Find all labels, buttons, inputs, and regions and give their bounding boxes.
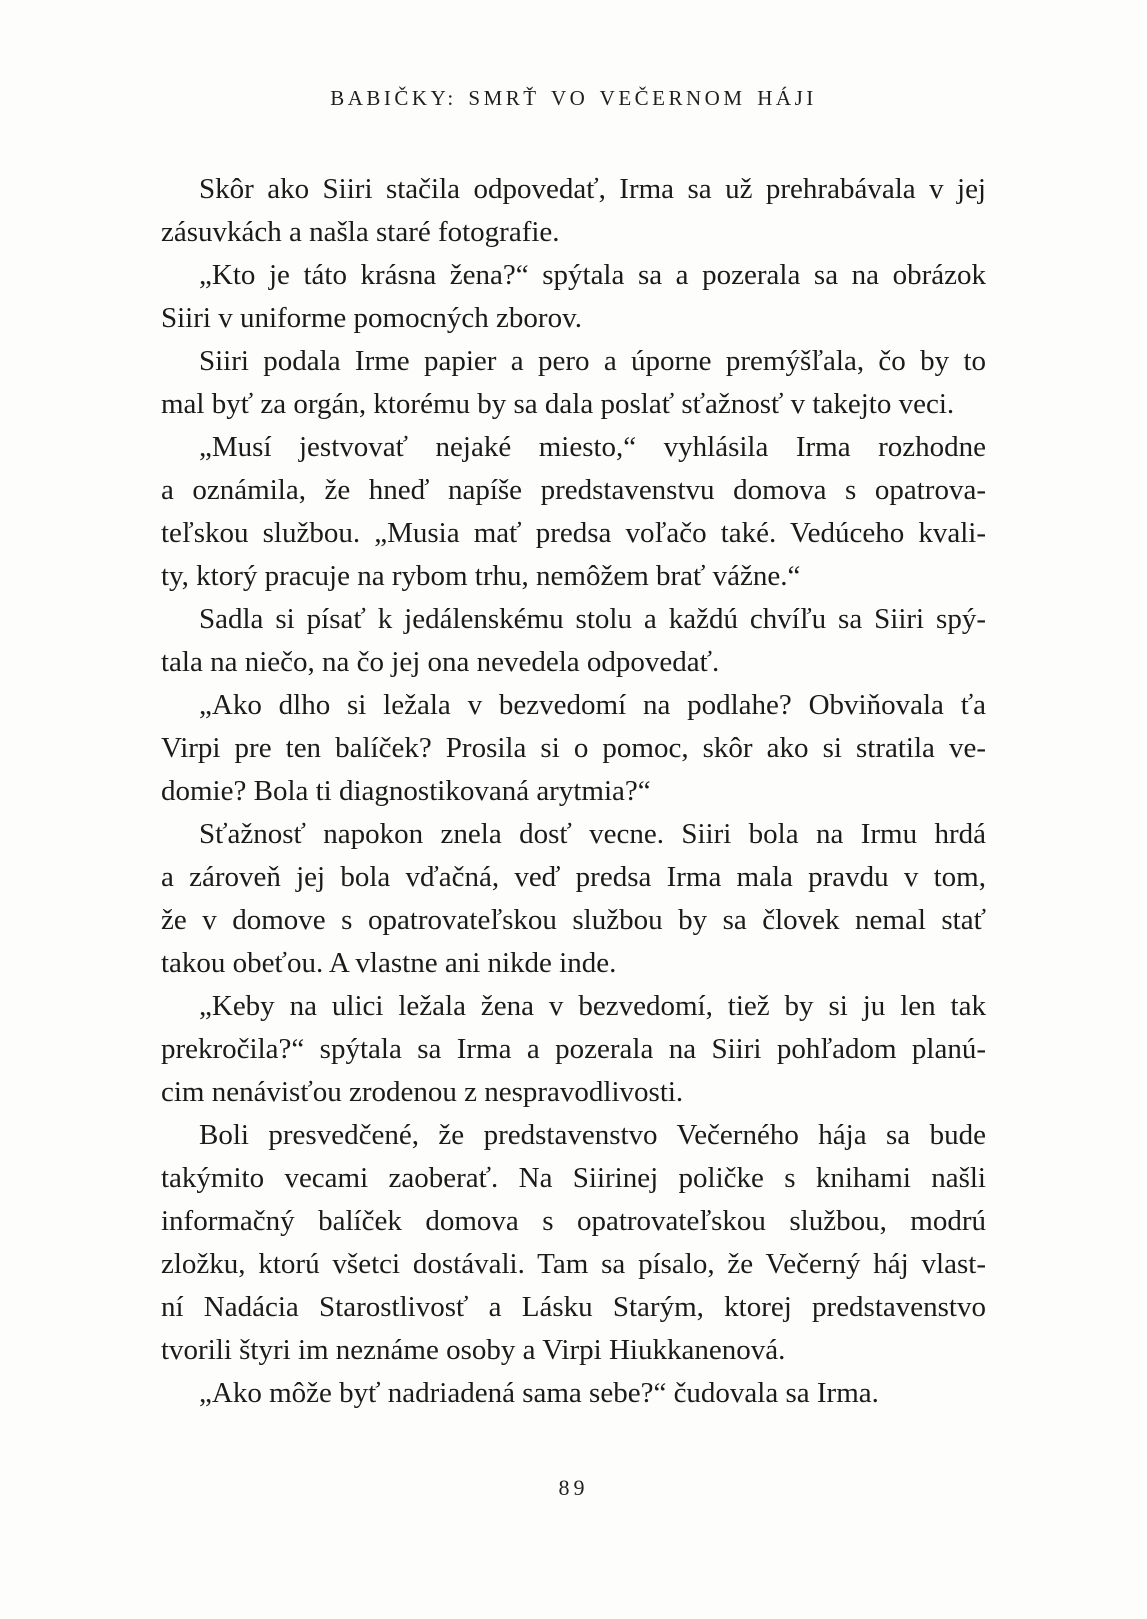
text-line: cim nenávisťou zrodenou z nespravodlivosti. xyxy=(161,1076,684,1108)
paragraph xyxy=(161,985,986,1114)
text-line: „Musí jestvovať nejaké miesto,“ vyhlásila Irma rozhodne xyxy=(199,431,986,463)
text-line: „Keby na ulici ležala žena v bezvedomí, tiež by si ju len tak xyxy=(199,990,986,1022)
paragraph xyxy=(161,813,986,985)
text-line: takou obeťou. A vlastne ani nikde inde. xyxy=(161,947,617,979)
text-line: Siiri podala Irme papier a pero a úporne premýšľala, čo by to xyxy=(199,345,986,377)
text-line: zásuvkách a našla staré fotografie. xyxy=(161,216,560,248)
text-line: „Ako môže byť nadriadená sama sebe?“ čudovala sa Irma. xyxy=(199,1377,879,1409)
running-header: BABIČKY: SMRŤ VO VEČERNOM HÁJI xyxy=(330,86,817,110)
paragraph xyxy=(161,598,986,684)
paragraph xyxy=(161,254,986,340)
text-line: prekročila?“ spýtala sa Irma a pozerala na Siiri pohľadom planú- xyxy=(161,1033,986,1065)
text-line: Sťažnosť napokon znela dosť vecne. Siiri bola na Irmu hrdá xyxy=(199,818,986,850)
text-line: domie? Bola ti diagnostikovaná arytmia?“ xyxy=(161,775,651,807)
text-line: teľskou službou. „Musia mať predsa voľačo také. Vedúceho kvali- xyxy=(161,517,986,549)
text-line: ní Nadácia Starostlivosť a Lásku Starým, ktorej predstavenstvo xyxy=(161,1291,986,1323)
text-line: Skôr ako Siiri stačila odpovedať, Irma sa už prehrabávala v jej xyxy=(199,173,986,205)
text-line: Boli presvedčené, že predstavenstvo Večerného hája sa bude xyxy=(199,1119,986,1151)
text-block xyxy=(161,168,986,1415)
text-line: mal byť za orgán, ktorému by sa dala poslať sťažnosť v takejto veci. xyxy=(161,388,955,420)
text-line: Siiri v uniforme pomocných zborov. xyxy=(161,302,582,334)
text-line: „Ako dlho si ležala v bezvedomí na podlahe? Obviňovala ťa xyxy=(199,689,986,721)
paragraph xyxy=(161,168,986,254)
text-line: tala na niečo, na čo jej ona nevedela odpovedať. xyxy=(161,646,720,678)
text-line: a zároveň jej bola vďačná, veď predsa Irma mala pravdu v tom, xyxy=(161,861,986,893)
paragraph xyxy=(161,1372,986,1415)
text-line: „Kto je táto krásna žena?“ spýtala sa a pozerala sa na obrázok xyxy=(199,259,986,291)
text-line: tvorili štyri im neznáme osoby a Virpi Hiukkanenová. xyxy=(161,1334,786,1366)
text-line: že v domove s opatrovateľskou službou by sa človek nemal stať xyxy=(161,904,986,936)
text-line: ty, ktorý pracuje na rybom trhu, nemôžem brať vážne.“ xyxy=(161,560,801,592)
text-line: informačný balíček domova s opatrovateľskou službou, modrú xyxy=(161,1205,986,1237)
text-line: takýmito vecami zaoberať. Na Siirinej poličke s knihami našli xyxy=(161,1162,986,1194)
text-line: zložku, ktorú všetci dostávali. Tam sa písalo, že Večerný háj vlast- xyxy=(161,1248,986,1280)
paragraph xyxy=(161,426,986,598)
text-line: Sadla si písať k jedálenskému stolu a každú chvíľu sa Siiri spý- xyxy=(199,603,986,635)
text-line: a oznámila, že hneď napíše predstavenstvu domova s opatrova- xyxy=(161,474,986,506)
paragraph xyxy=(161,340,986,426)
paragraph xyxy=(161,1114,986,1372)
page-number: 89 xyxy=(558,1475,589,1500)
text-line: Virpi pre ten balíček? Prosila si o pomoc, skôr ako si stratila ve- xyxy=(161,732,986,764)
paragraph xyxy=(161,684,986,813)
